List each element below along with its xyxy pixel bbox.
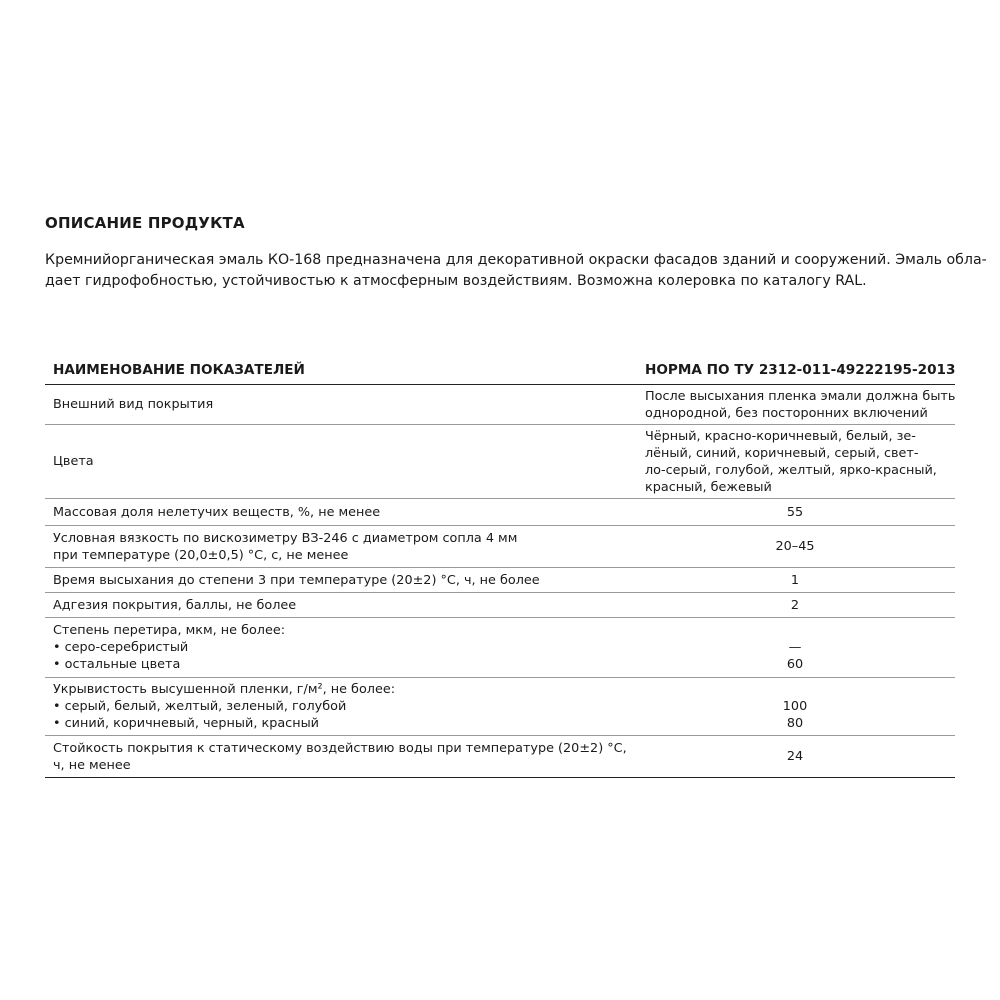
row-name-line: Внешний вид покрытия (53, 397, 214, 412)
row-name-line: Условная вязкость по вискозиметру ВЗ-246 с диаметром сопла 4 мм (53, 530, 518, 546)
row-name (45, 568, 645, 593)
row-norm-spacer (645, 681, 955, 698)
row-name (45, 526, 645, 568)
row-name (45, 593, 645, 618)
table-row (45, 568, 955, 593)
table-row (45, 385, 955, 425)
row-norm-line: красный, бежевый (645, 479, 772, 495)
row-name-line: Адгезия покрытия, баллы, не более (53, 597, 297, 613)
row-name-line: • остальные цвета (53, 657, 181, 672)
row-norm-line: — (788, 640, 802, 655)
row-name-line: Укрывистость высушенной пленки, г/м², не более: (53, 682, 396, 697)
row-norm-line: 80 (786, 716, 804, 731)
row-name-line: • серо-серебристый (53, 640, 189, 655)
table-row (45, 736, 955, 778)
row-name-line: • серый, белый, желтый, зеленый, голубой (53, 699, 347, 714)
description-line: Кремнийорганическая эмаль КО-168 предназначена для декоративной окраски фасадов зданий и сооружений. Эмаль обла- (45, 252, 987, 268)
row-name (45, 618, 645, 678)
table-header-row (45, 360, 955, 385)
table-row (45, 618, 955, 678)
table-row (45, 593, 955, 618)
table-row (45, 425, 955, 499)
row-norm (645, 425, 955, 499)
row-norm (645, 568, 955, 593)
table-row (45, 526, 955, 568)
row-norm (645, 499, 955, 526)
row-norm-line: 1 (790, 572, 800, 588)
row-norm-line: ло-серый, голубой, желтый, ярко-красный, (645, 462, 937, 478)
row-norm-line: 20–45 (775, 539, 815, 554)
table-row (45, 678, 955, 736)
row-name (45, 678, 645, 736)
row-norm (645, 593, 955, 618)
description-line: дает гидрофобностью, устойчивостью к атмосферным воздействиям. Возможна колеровка по каталогу RAL. (45, 273, 867, 289)
row-norm-line: 55 (786, 504, 804, 520)
row-name-line: Степень перетира, мкм, не более: (53, 623, 286, 638)
row-norm (645, 618, 955, 678)
row-norm (645, 526, 955, 568)
column-header-norm: НОРМА ПО ТУ 2312-011-49222195-2013 (645, 360, 955, 385)
row-norm-line: Чёрный, красно-коричневый, белый, зе- (645, 428, 916, 444)
row-norm-line: 2 (790, 597, 800, 613)
table-row (45, 499, 955, 526)
row-norm (645, 678, 955, 736)
row-norm-line: 100 (782, 699, 808, 714)
row-name-line: Массовая доля нелетучих веществ, %, не менее (53, 504, 381, 520)
row-name-line: ч, не менее (53, 757, 131, 773)
row-norm (645, 385, 955, 425)
row-name-line: Цвета (53, 454, 94, 469)
row-norm-spacer (645, 622, 955, 639)
product-description (45, 250, 987, 292)
row-name (45, 736, 645, 778)
row-name-line: Стойкость покрытия к статическому воздействию воды при температуре (20±2) °С, (53, 740, 627, 756)
row-name (45, 425, 645, 499)
section-title: ОПИСАНИЕ ПРОДУКТА (45, 214, 245, 232)
row-norm-line: После высыхания пленка эмали должна быть (645, 388, 956, 404)
row-norm-line: 24 (786, 749, 804, 764)
row-norm (645, 736, 955, 778)
column-header-name: НАИМЕНОВАНИЕ ПОКАЗАТЕЛЕЙ (45, 360, 645, 385)
row-norm-line: 60 (786, 657, 804, 672)
row-norm-line: однородной, без посторонних включений (645, 405, 928, 421)
row-name-line: при температуре (20,0±0,5) °С, с, не менее (53, 547, 349, 563)
row-name-line: • синий, коричневый, черный, красный (53, 716, 319, 731)
row-name (45, 499, 645, 526)
row-name (45, 385, 645, 425)
specifications-table (45, 360, 955, 778)
row-name-line: Время высыхания до степени 3 при температуре (20±2) °С, ч, не более (53, 572, 540, 588)
row-norm-line: лёный, синий, коричневый, серый, свет- (645, 445, 919, 461)
